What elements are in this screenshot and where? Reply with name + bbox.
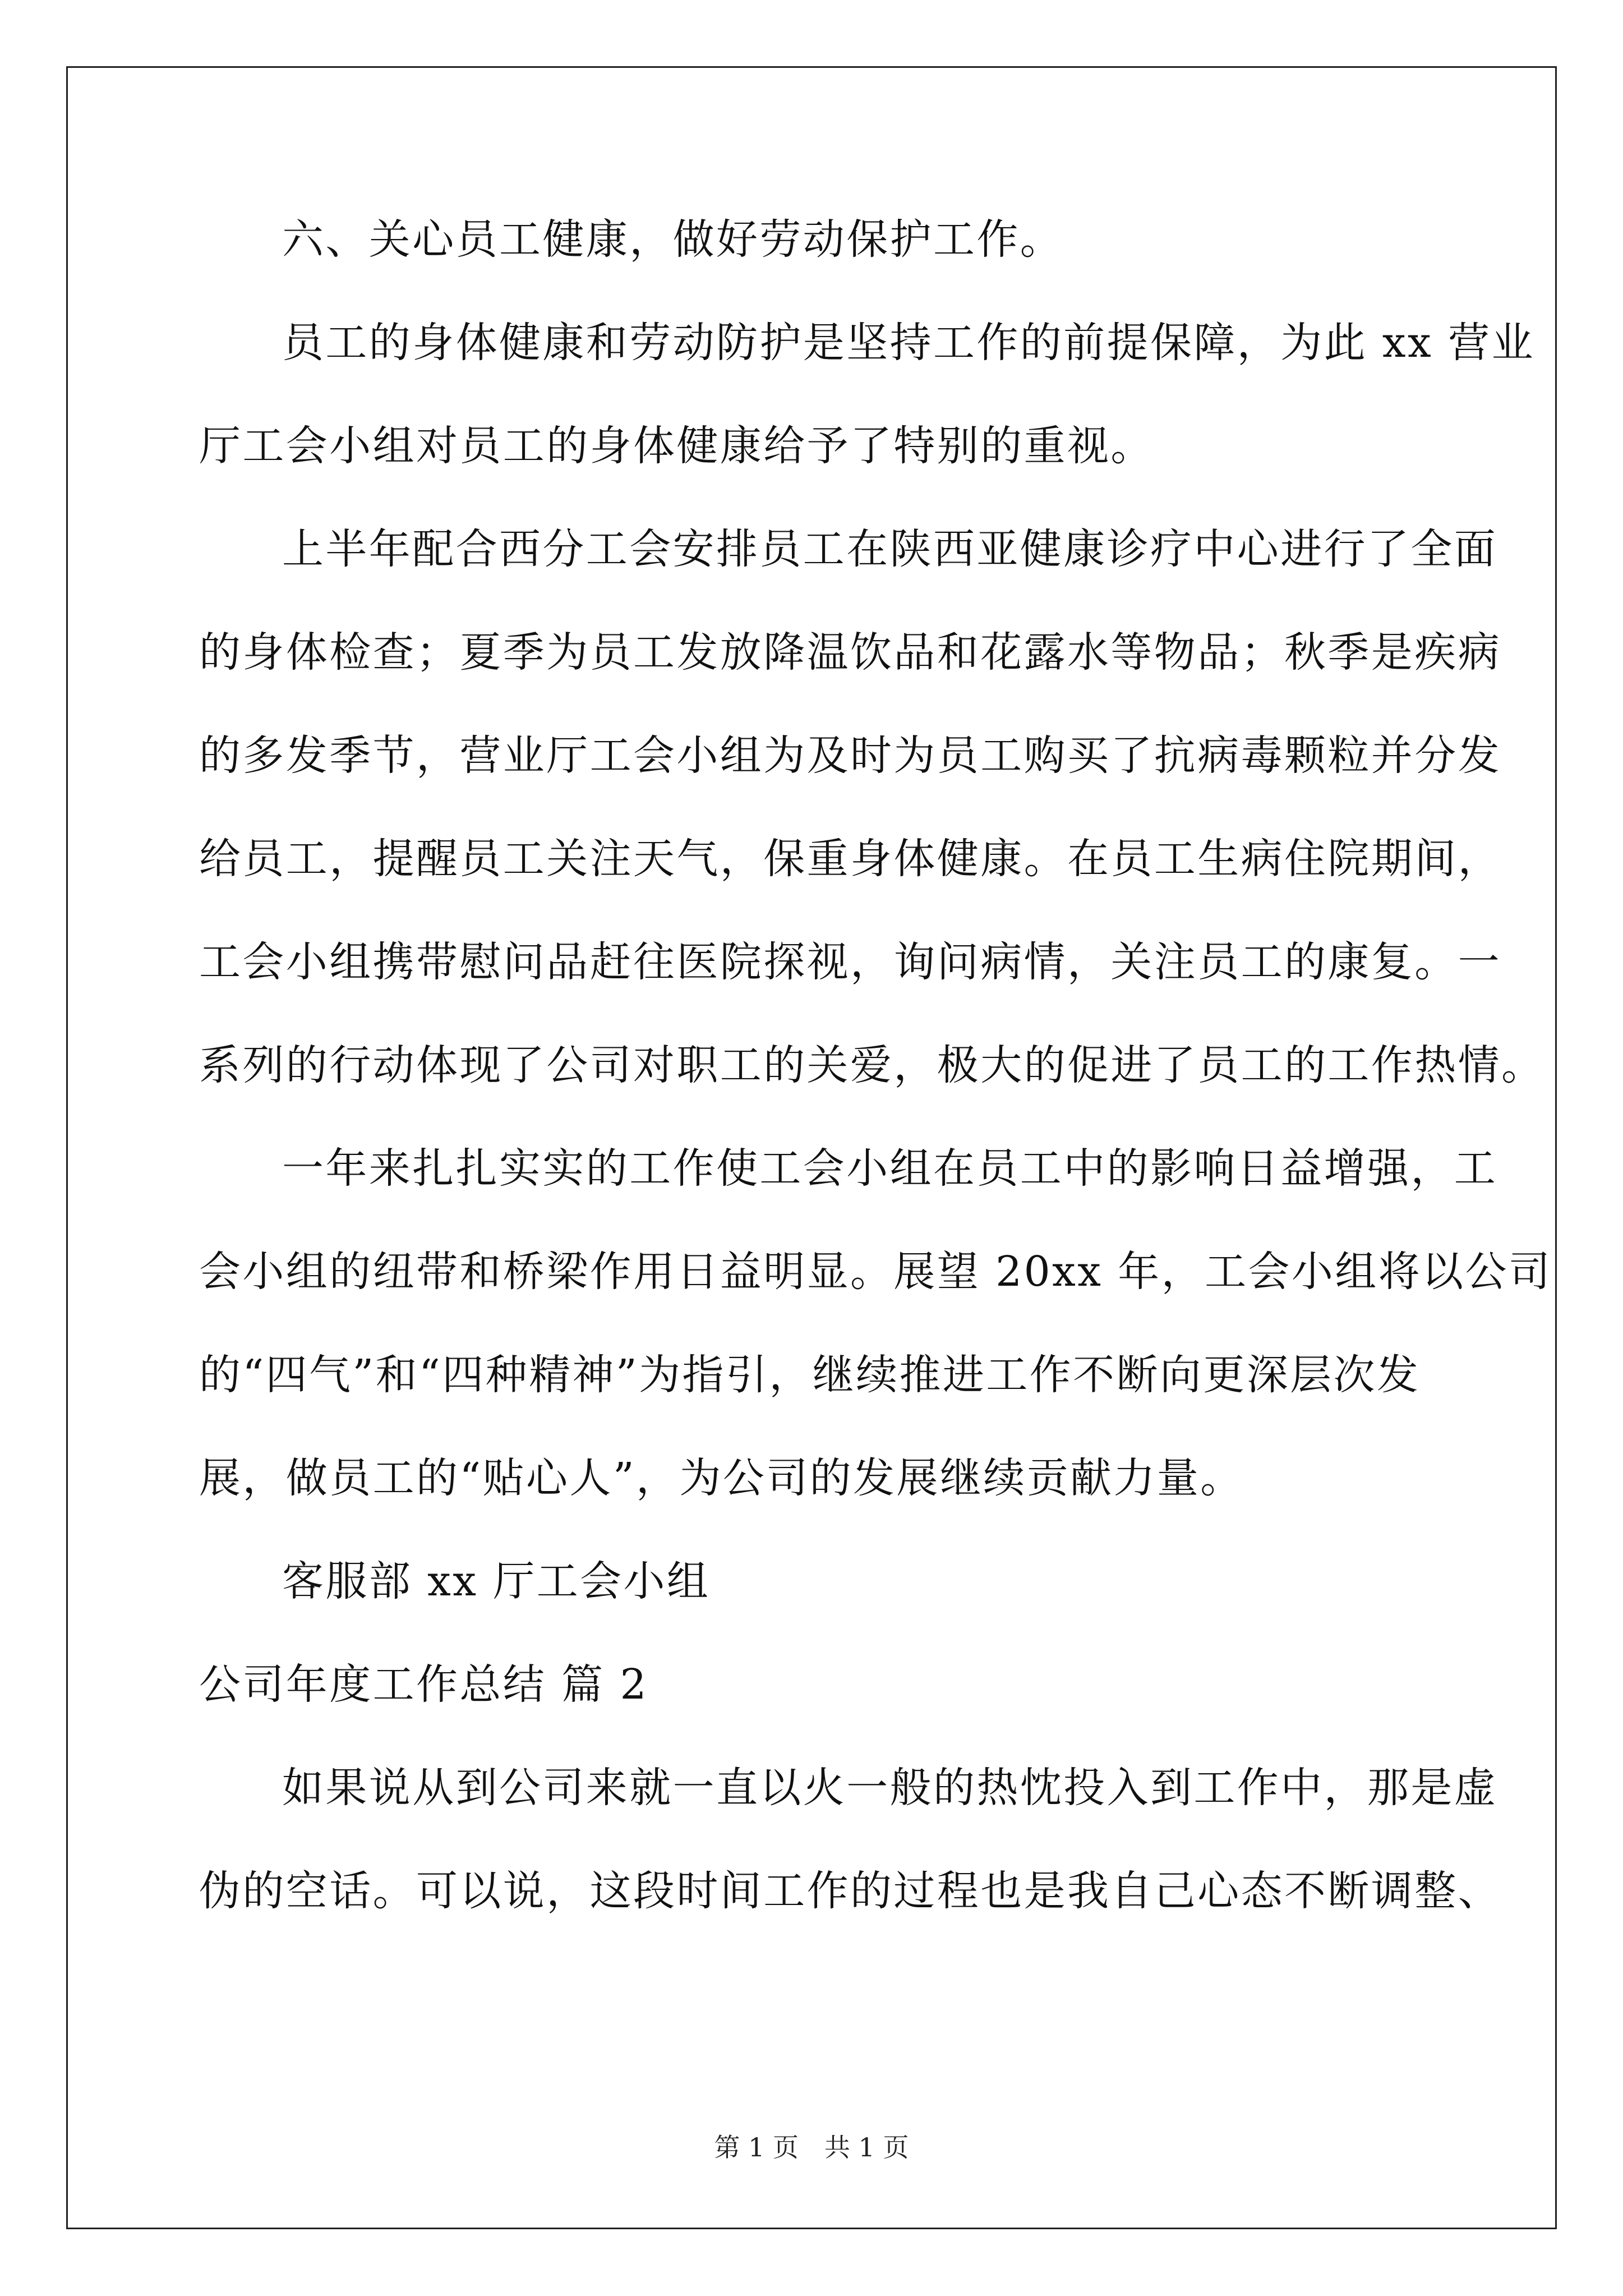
section-heading: 六、关心员工健康，做好劳动保护工作。 xyxy=(282,215,1064,264)
paragraph-line: 的多发季节，营业厅工会小组为及时为员工购买了抗病毒颗粒并分发 xyxy=(199,731,1501,780)
paragraph-line: 展，做员工的“贴心人”，为公司的发展继续贡献力量。 xyxy=(199,1454,1244,1502)
signature-line: 客服部 xx 厅工会小组 xyxy=(282,1557,711,1605)
paragraph-line: 伪的空话。可以说，这段时间工作的过程也是我自己心态不断调整、 xyxy=(199,1867,1501,1915)
paragraph-line: 一年来扎扎实实的工作使工会小组在员工中的影响日益增强，工 xyxy=(282,1144,1498,1193)
paragraph-line: 的“四气”和“四种精神”为指引，继续推进工作不断向更深层次发 xyxy=(199,1351,1421,1399)
paragraph-line: 的身体检查；夏季为员工发放降温饮品和花露水等物品；秋季是疾病 xyxy=(199,628,1501,677)
page-number: 第 1 页 共 1 页 xyxy=(714,2132,909,2162)
document-title: 公司年度工作总结 篇 2 xyxy=(199,1660,648,1709)
paragraph-line: 会小组的纽带和桥梁作用日益明显。展望 20xx 年，工会小组将以公司 xyxy=(199,1248,1552,1296)
paragraph-line: 给员工，提醒员工关注天气，保重身体健康。在员工生病住院期间， xyxy=(199,835,1501,883)
paragraph-line: 上半年配合西分工会安排员工在陕西亚健康诊疗中心进行了全面 xyxy=(282,525,1498,573)
paragraph-line: 员工的身体健康和劳动防护是坚持工作的前提保障，为此 xx 营业 xyxy=(282,319,1535,367)
paragraph-line: 系列的行动体现了公司对职工的关爱，极大的促进了员工的工作热情。 xyxy=(199,1041,1545,1089)
paragraph-line: 厅工会小组对员工的身体健康给予了特别的重视。 xyxy=(199,422,1154,470)
paragraph-line: 如果说从到公司来就一直以火一般的热忱投入到工作中，那是虚 xyxy=(282,1764,1498,1812)
paragraph-line: 工会小组携带慰问品赶往医院探视，询问病情，关注员工的康复。一 xyxy=(199,938,1501,986)
